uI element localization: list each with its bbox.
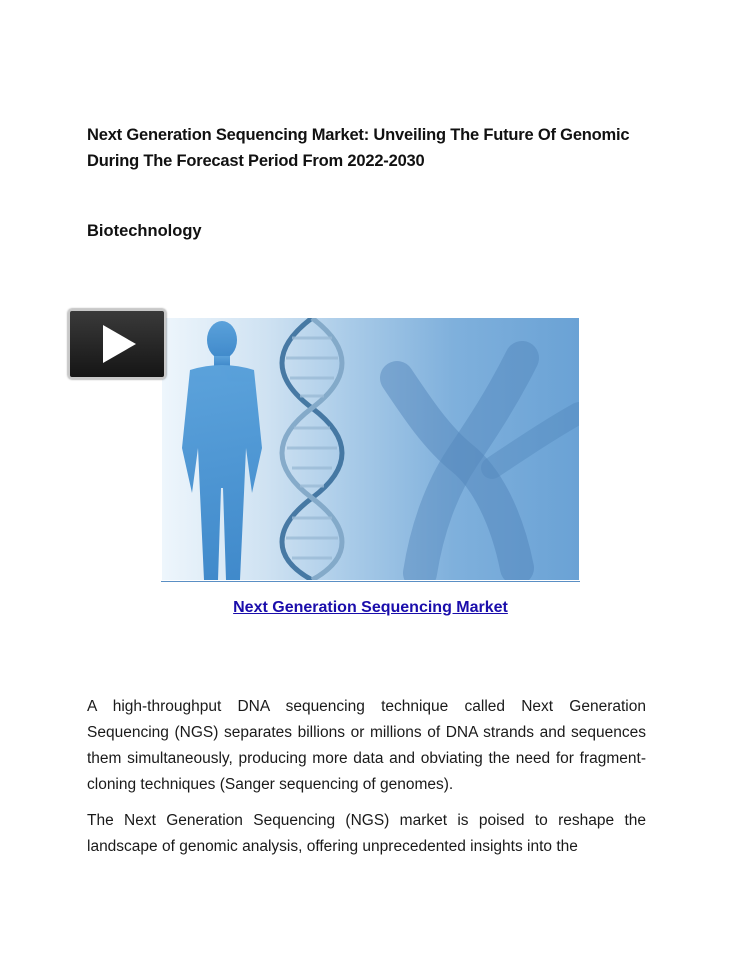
document-title: Next Generation Sequencing Market: Unveiling The Future Of Genomic During The Forecast Period From 2022-2030 bbox=[87, 126, 630, 170]
dna-illustration-graphic bbox=[162, 318, 579, 580]
paragraph-2: The Next Generation Sequencing (NGS) market is poised to reshape the landscape of genomic analysis, offering unprecedented insights into the bbox=[87, 812, 646, 855]
play-button[interactable] bbox=[68, 309, 166, 379]
play-icon bbox=[70, 311, 164, 377]
paragraph-1: A high-throughput DNA sequencing technique called Next Generation Sequencing (NGS) separates billions or millions of DNA strands and sequences them simultaneously, producing more data and obviating the need for fragment-cloning techniques (Sanger sequencing of genomes). bbox=[87, 698, 646, 793]
dna-illustration bbox=[162, 318, 579, 580]
category-label: Biotechnology bbox=[87, 222, 202, 240]
figure-caption-link[interactable]: Next Generation Sequencing Market bbox=[233, 599, 508, 616]
figure-divider bbox=[161, 581, 580, 582]
